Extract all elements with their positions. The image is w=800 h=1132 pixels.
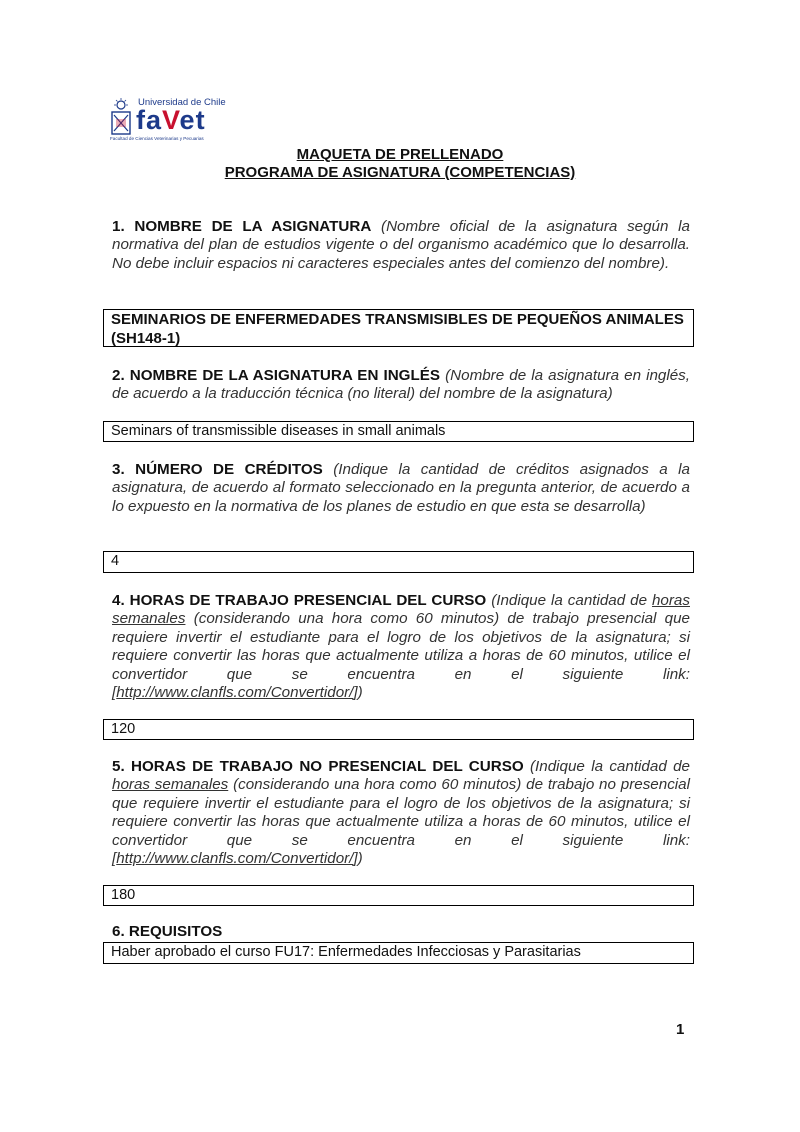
section-4-heading: 4. HORAS DE TRABAJO PRESENCIAL DEL CURSO xyxy=(112,592,487,609)
section-1-text xyxy=(112,218,690,273)
english-name-field: Seminars of transmissible diseases in small animals xyxy=(103,421,694,442)
section-4-description-underline: horas semanales xyxy=(112,592,690,628)
crest-icon xyxy=(110,98,132,138)
presential-hours-field: 120 xyxy=(103,719,694,740)
section-2-heading: 2. NOMBRE DE LA ASIGNATURA EN INGLÉS xyxy=(112,367,441,384)
section-4-description-b: (considerando una hora como 60 minutos) de trabajo presencial que requiere invertir el estudiante para el logro de los objetivos de la asignatura; si requiere convertir las horas que actualmente utiliza a horas de 60 minutos, utilice el convertidor que se encuentra en el siguiente link: xyxy=(112,610,690,683)
section-5-description-underline: horas semanales xyxy=(112,776,229,794)
section-6-text xyxy=(112,923,690,941)
course-name-field: SEMINARIOS DE ENFERMEDADES TRANSMISIBLES DE PEQUEÑOS ANIMALES (SH148-1) xyxy=(103,309,694,347)
doc-title-line1: MAQUETA DE PRELLENADO xyxy=(296,146,504,163)
section-3-description: (Indique la cantidad de créditos asignados a la asignatura, de acuerdo al formato seleccionado en la pregunta anterior, de acuerdo a lo expuesto en la normativa de los planes de estudio en que esta se desarrolla) xyxy=(112,461,690,515)
section-4-bracket-close: ]) xyxy=(353,684,363,702)
converter-link-1[interactable]: http://www.clanfls.com/Convertidor/ xyxy=(116,684,354,702)
section-5-text xyxy=(112,758,690,868)
section-5-heading: 5. HORAS DE TRABAJO NO PRESENCIAL DEL CURSO xyxy=(112,758,524,775)
page-number: 1 xyxy=(676,1021,685,1038)
section-5-bracket-open: [ xyxy=(112,850,117,868)
section-5-description-a: (Indique la cantidad de xyxy=(529,758,690,775)
section-4-text xyxy=(112,592,690,702)
non-presential-hours-field: 180 xyxy=(103,885,694,906)
section-6-heading: 6. REQUISITOS xyxy=(112,923,223,940)
section-4-description-a: (Indique la cantidad de xyxy=(491,592,648,609)
requirements-field: Haber aprobado el curso FU17: Enfermedades Infecciosas y Parasitarias xyxy=(103,942,694,964)
doc-title-line2: PROGRAMA DE ASIGNATURA (COMPETENCIAS) xyxy=(224,164,576,181)
section-1-description: (Nombre oficial de la asignatura según la normativa del plan de estudios vigente o del organismo académico que lo desarrolla. No debe incluir espacios ni caracteres especiales antes del comienzo del nombre). xyxy=(112,218,690,272)
credits-field: 4 xyxy=(103,551,694,573)
faculty-name: Facultad de Ciencias Veterinarias y Pecuarias xyxy=(110,136,204,141)
converter-link-2[interactable]: http://www.clanfls.com/Convertidor/ xyxy=(116,850,354,868)
section-3-heading: 3. NÚMERO DE CRÉDITOS xyxy=(112,461,323,478)
section-2-description: (Nombre de la asignatura en inglés, de acuerdo a la traducción técnica (no literal) del nombre de la asignatura) xyxy=(112,367,690,403)
section-1-heading: 1. NOMBRE DE LA ASIGNATURA xyxy=(112,218,372,235)
section-3-text xyxy=(112,461,690,516)
university-logo xyxy=(110,94,240,146)
university-name: Universidad de Chile xyxy=(138,97,226,108)
section-5-bracket-close: ]) xyxy=(353,850,363,868)
section-5-description-b: (considerando una hora como 60 minutos) de trabajo no presencial que requiere invertir el estudiante para el logro de los objetivos de la asignatura; si requiere convertir las horas que actualmente utiliza a horas de 60 minutos, utilice el convertidor que se encuentra en el siguiente link: xyxy=(112,776,690,849)
section-2-text xyxy=(112,367,690,404)
favet-wordmark: faVet xyxy=(136,105,206,135)
section-4-bracket-open: [ xyxy=(112,684,117,702)
